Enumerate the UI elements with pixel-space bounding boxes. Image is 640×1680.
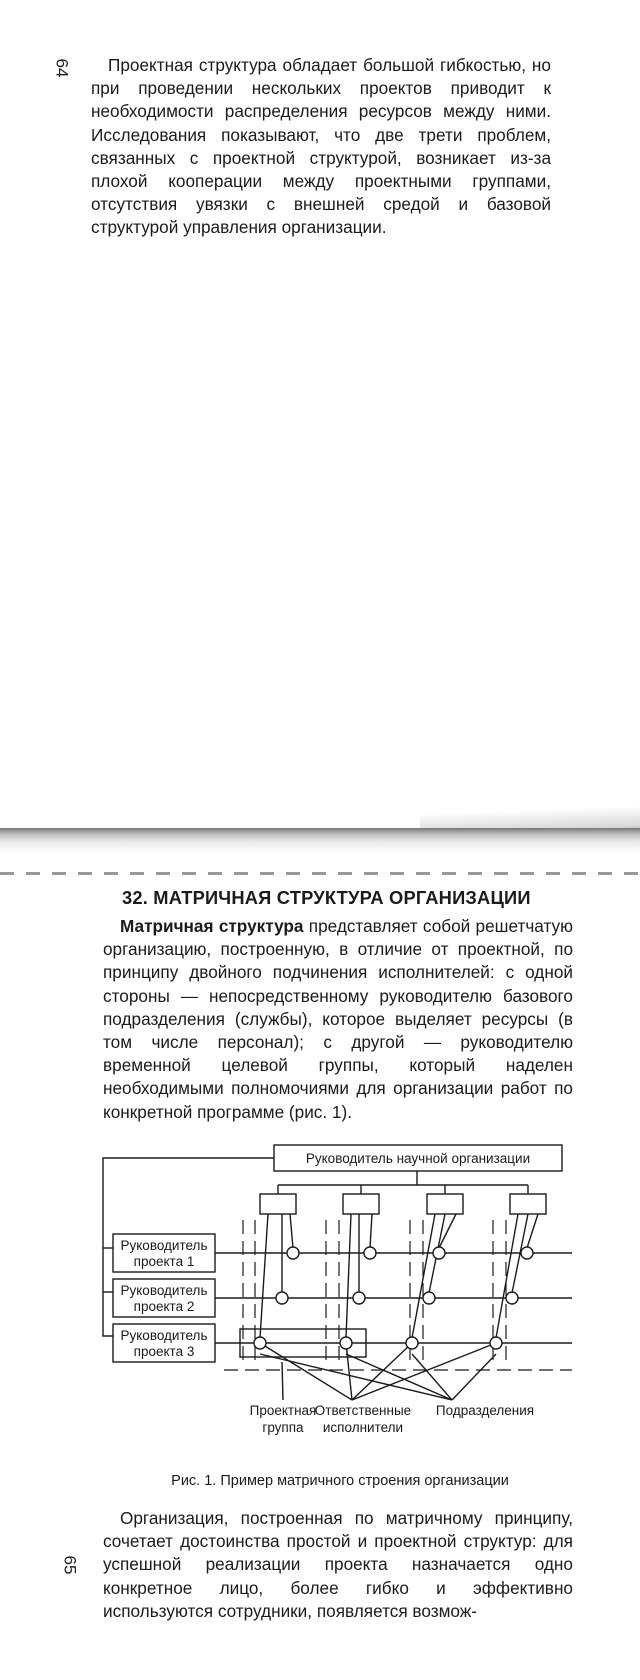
division-box-4: [510, 1194, 546, 1214]
executor-node: [254, 1337, 266, 1349]
executor-node: [521, 1247, 533, 1259]
executor-node: [276, 1292, 288, 1304]
executor-node: [433, 1247, 445, 1259]
legend-executors-line1: Ответственные: [314, 1403, 412, 1418]
division-box-2: [343, 1194, 379, 1214]
manager-1-line2: проекта 1: [133, 1254, 195, 1269]
definition-text: представляет собой решетчатую организацию, построенную, в отличие от проектной, по принципу двойного подчинения исполнителей: с одной стороны — непосредственному руководителю базового подразделения (службы), которое выделяет ресурсы (в том числе персонал); с другой — руководителю временной целевой группы, который наделен необходимыми полномочиями для организации работ по конкретной программе (рис. 1).: [103, 916, 574, 1122]
paragraph-matrix-definition: [103, 915, 573, 1124]
section-heading: 32. МАТРИЧНАЯ СТРУКТУРА ОРГАНИЗАЦИИ: [122, 887, 531, 908]
manager-2-line1: Руководитель: [120, 1283, 208, 1298]
paragraph-matrix-advantages: Организация, построенная по матричному принципу, сочетает достоинства простой и проектной структур: для успешной реализации проекта назначается одно конкретное лицо, более гибко и эффективно используются сотрудники, появляется возмож-: [103, 1508, 573, 1621]
executor-node: [364, 1247, 376, 1259]
executor-node: [506, 1292, 518, 1304]
manager-3-line1: Руководитель: [120, 1328, 208, 1343]
legend-divisions: Подразделения: [435, 1403, 535, 1418]
figure-caption: Рис. 1. Пример матричного строения организации: [171, 1473, 509, 1489]
executor-node: [423, 1292, 435, 1304]
top-manager-label: Руководитель научной организации: [305, 1151, 531, 1166]
page-fold: [0, 828, 640, 858]
legend-executors-line2: исполнители: [322, 1420, 404, 1435]
term-matrix-structure: Матричная структура: [120, 916, 304, 936]
manager-2-line2: проекта 2: [133, 1299, 195, 1314]
matrix-structure-diagram: [100, 1142, 580, 1467]
legend-project-group-line1: Проектная: [249, 1403, 317, 1418]
page-number-bottom: 65: [60, 1555, 80, 1575]
paragraph-project-structure: Проектная структура обладает большой гибкостью, но при проведении нескольких проектов приводит к необходимости распределения ресурсов между ними. Исследования показывают, что две трети проблем, связанных с проектной структурой, возникает из-за плохой кооперации между проектными группами, отсутствия увязки с внешней средой и базовой структурой управления организации.: [91, 55, 551, 238]
perforation-line: [0, 872, 640, 875]
executor-node: [287, 1247, 299, 1259]
executor-node: [340, 1337, 352, 1349]
division-box-3: [427, 1194, 463, 1214]
executor-node: [353, 1292, 365, 1304]
manager-1-line1: Руководитель: [120, 1238, 208, 1253]
manager-3-line2: проекта 3: [133, 1344, 195, 1359]
division-box-1: [260, 1194, 296, 1214]
legend-project-group-line2: группа: [262, 1420, 304, 1435]
executor-node: [490, 1337, 502, 1349]
page-number-top: 64: [52, 58, 72, 78]
executor-node: [406, 1337, 418, 1349]
